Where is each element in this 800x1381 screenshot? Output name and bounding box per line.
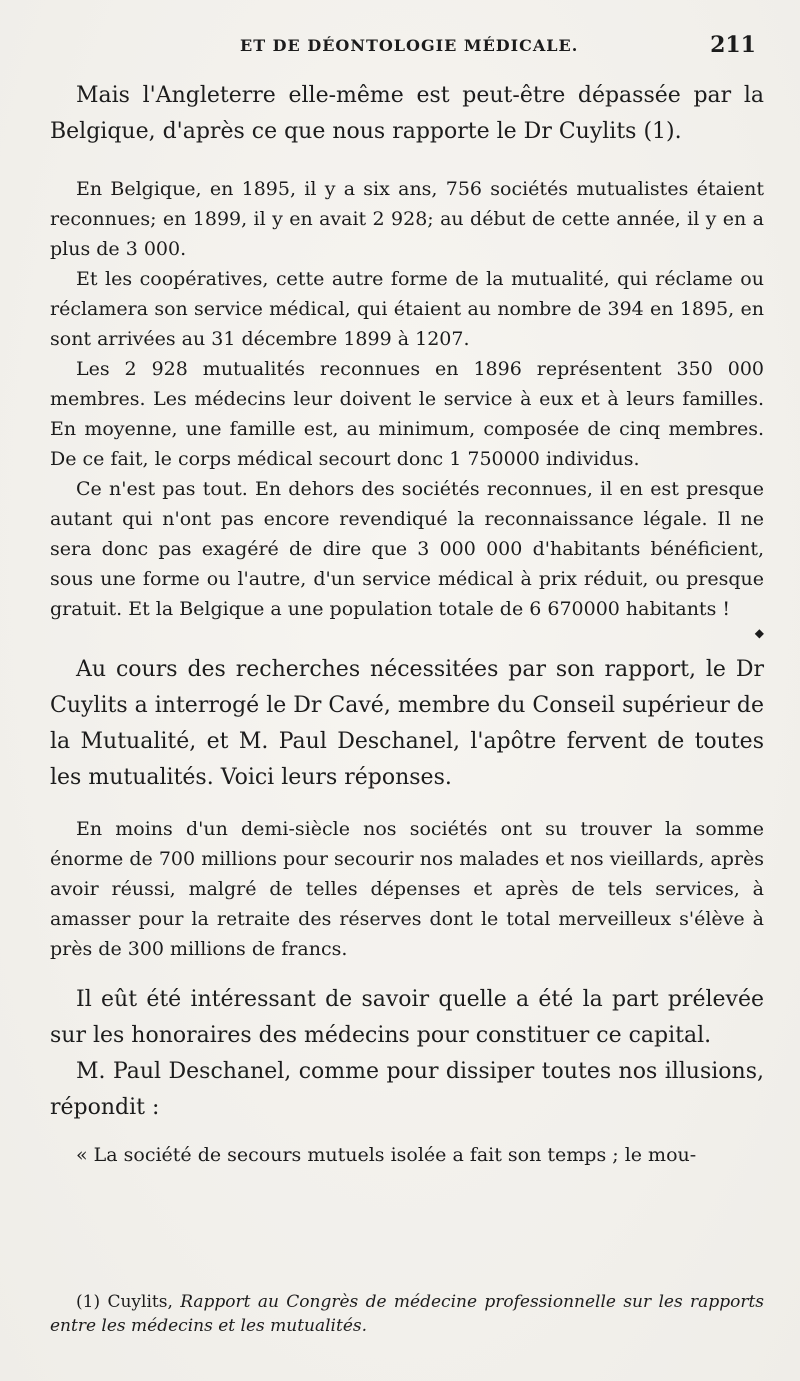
footnote-author: Cuylits,	[107, 1292, 173, 1312]
footnote-marker: (1)	[76, 1292, 101, 1312]
paragraph-1: Mais l'Angleterre elle-même est peut-être dépassée par la Belgique, d'après ce que nous rapporte le Dr Cuylits (1).	[50, 83, 764, 144]
running-head: ET DE DÉONTOLOGIE MÉDICALE.	[240, 36, 579, 55]
page-body	[50, 78, 764, 1170]
paragraph-9: M. Paul Deschanel, comme pour dissiper toutes nos illusions, répondit :	[50, 1059, 764, 1120]
footnotes	[50, 1290, 764, 1338]
paragraph-4: Les 2 928 mutualités reconnues en 1896 représentent 350 000 membres. Les médecins leur doivent le service à eux et à leurs familles. En moyenne, une famille est, au minimum, composée de cinq membres. De ce fait, le corps médical secourt donc 1 750000 individus.	[50, 358, 764, 470]
paragraph-3: Et les coopératives, cette autre forme de la mutualité, qui réclame ou réclamera son service médical, qui étaient au nombre de 394 en 1895, en sont arrivées au 31 décembre 1899 à 1207.	[50, 268, 764, 350]
page-header	[0, 30, 800, 70]
paragraph-5: Ce n'est pas tout. En dehors des sociétés reconnues, il en est presque autant qui n'ont pas encore revendiqué la reconnaissance légale. Il ne sera donc pas exagéré de dire que 3 000 000 d'habitants bénéficient, sous une forme ou l'autre, d'un service médical à prix réduit, ou presque gratuit. Et la Belgique a une population totale de 6 670000 habitants !	[50, 478, 764, 620]
footnote-title: Rapport au Congrès de médecine professionnelle sur les rapports entre les médecins et les mutualités.	[50, 1292, 764, 1336]
footnote-1	[50, 1290, 764, 1338]
paragraph-10-quote: « La société de secours mutuels isolée a fait son temps ; le mou-	[76, 1144, 697, 1166]
paragraph-8: Il eût été intéressant de savoir quelle a été la part prélevée sur les honoraires des médecins pour constituer ce capital.	[50, 987, 764, 1048]
section-separator: ◆	[754, 626, 764, 640]
paragraph-6: Au cours des recherches nécessitées par son rapport, le Dr Cuylits a interrogé le Dr Cavé, membre du Conseil supérieur de la Mutualité, et M. Paul Deschanel, l'apôtre fervent de toutes les mutualités. Voici leurs réponses.	[50, 657, 764, 790]
paragraph-2: En Belgique, en 1895, il y a six ans, 756 sociétés mutualistes étaient reconnues; en 1899, il y en avait 2 928; au début de cette année, il y en a plus de 3 000.	[50, 178, 764, 260]
paragraph-7: En moins d'un demi-siècle nos sociétés ont su trouver la somme énorme de 700 millions pour secourir nos malades et nos vieillards, après avoir réussi, malgré de telles dépenses et après de tels services, à amasser pour la retraite des réserves dont le total merveilleux s'élève à près de 300 millions de francs.	[50, 818, 764, 960]
page-number: 211	[710, 32, 756, 58]
